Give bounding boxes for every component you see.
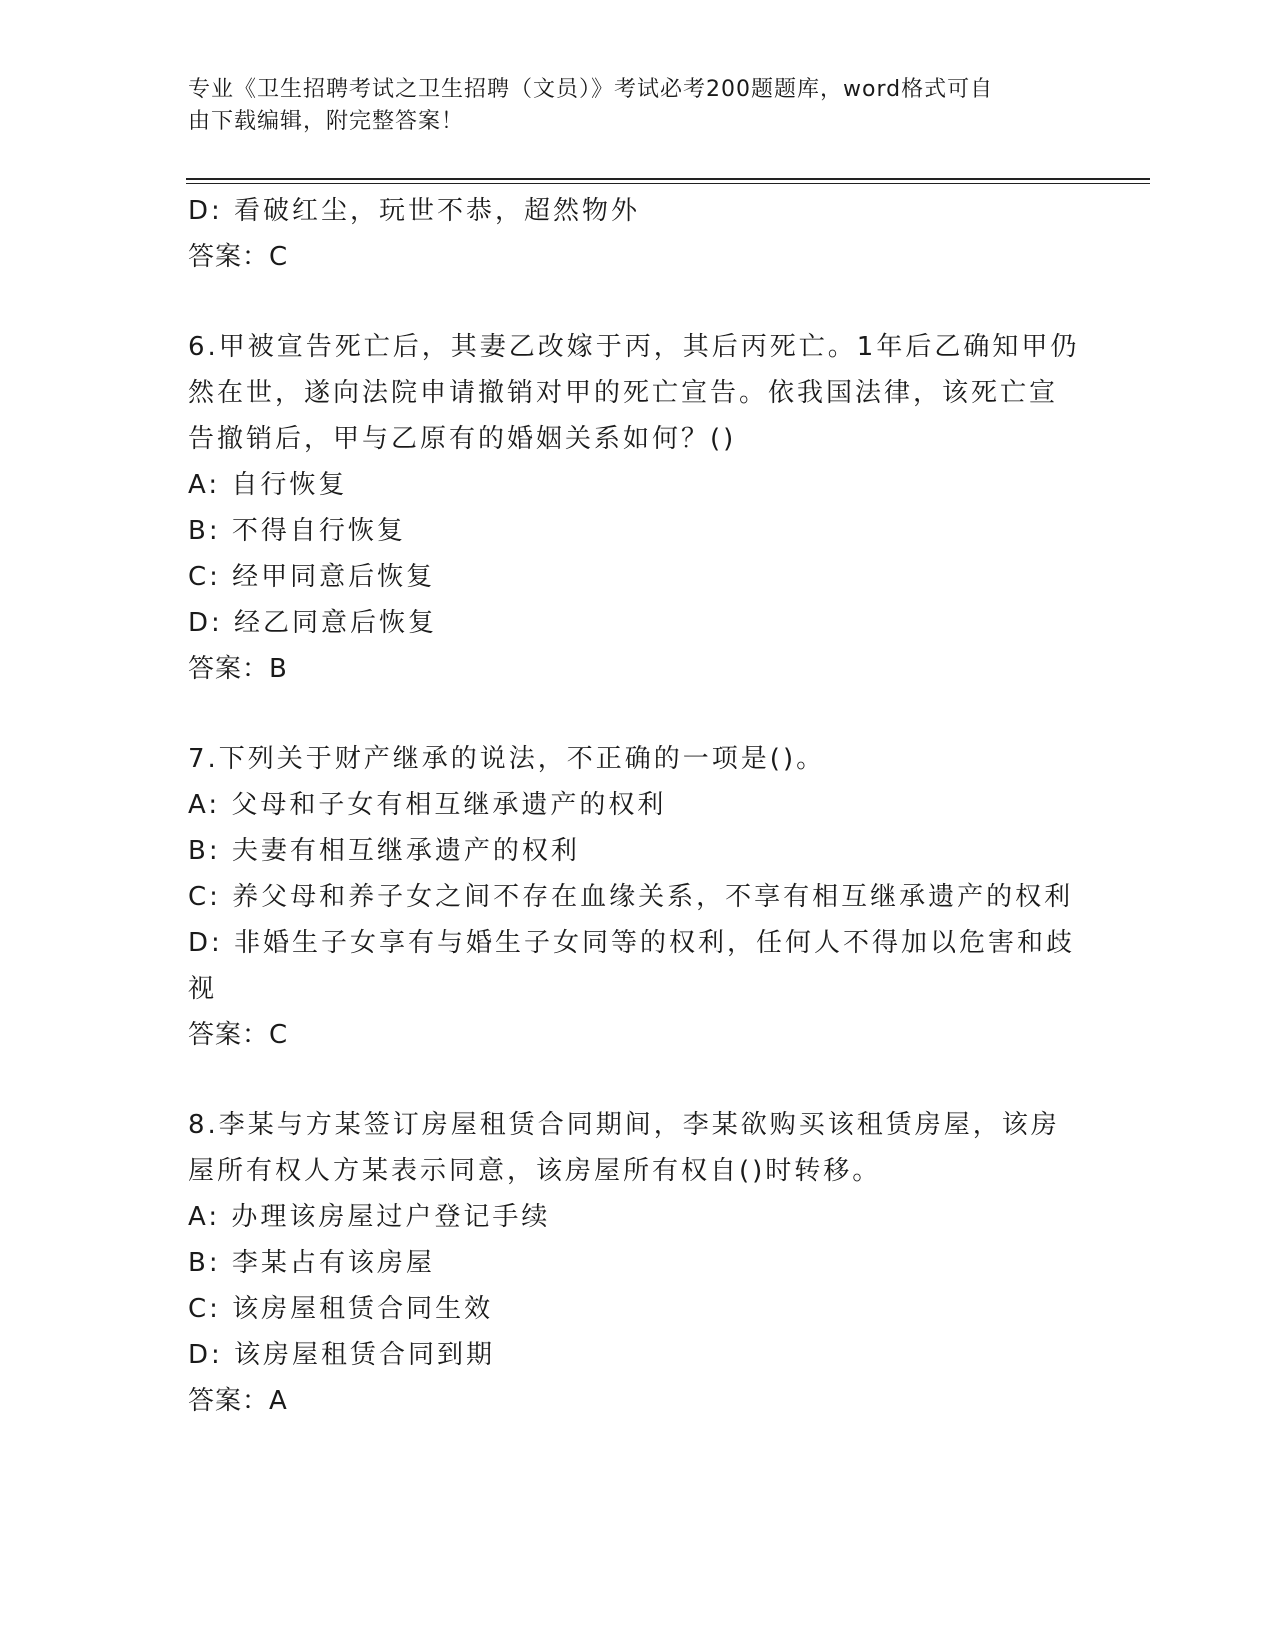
document-header: [188, 74, 1088, 138]
question-7: [188, 736, 1088, 1058]
question-text-line: 告撤销后，甲与乙原有的婚姻关系如何？(): [188, 424, 737, 454]
question-list: [188, 188, 1088, 1424]
option-d-continued: 视: [188, 974, 218, 1004]
question-text-line: 然在世，遂向法院申请撤销对甲的死亡宣告。依我国法律，该死亡宣: [188, 378, 1059, 408]
option-c: C: 该房屋租赁合同生效: [188, 1294, 494, 1324]
question-8: [188, 1102, 1088, 1424]
question-text-line: 8.李某与方某签订房屋租赁合同期间，李某欲购买该租赁房屋，该房: [188, 1110, 1060, 1140]
header-divider-thin: [186, 183, 1150, 184]
answer: 答案：A: [188, 1386, 288, 1416]
previous-question-tail: [188, 188, 1088, 280]
question-text-line: 屋所有权人方某表示同意，该房屋所有权自()时转移。: [188, 1156, 882, 1186]
option-b: B: 李某占有该房屋: [188, 1248, 435, 1278]
answer: 答案：B: [188, 654, 288, 684]
question-text-line: 6.甲被宣告死亡后，其妻乙改嫁于丙，其后丙死亡。1年后乙确知甲仍: [188, 332, 1080, 362]
option-d: D: 非婚生子女享有与婚生子女同等的权利，任何人不得加以危害和歧: [188, 928, 1076, 958]
question-text-line: 7.下列关于财产继承的说法，不正确的一项是()。: [188, 744, 826, 774]
option-b: B: 不得自行恢复: [188, 516, 406, 546]
question-6: [188, 324, 1088, 692]
answer: 答案：C: [188, 1020, 289, 1050]
option-d: D: 经乙同意后恢复: [188, 608, 438, 638]
spacer: [188, 280, 1088, 324]
option-a: A: 父母和子女有相互继承遗产的权利: [188, 790, 667, 820]
spacer: [188, 1058, 1088, 1102]
option-c: C: 经甲同意后恢复: [188, 562, 436, 592]
answer: 答案：C: [188, 242, 289, 272]
option-a: A: 自行恢复: [188, 470, 348, 500]
header-line-1: 专业《卫生招聘考试之卫生招聘（文员）》考试必考200题题库，word格式可自: [188, 77, 994, 102]
option-c: C: 养父母和养子女之间不存在血缘关系，不享有相互继承遗产的权利: [188, 882, 1074, 912]
option-d: D: 看破红尘，玩世不恭，超然物外: [188, 196, 641, 226]
option-a: A: 办理该房屋过户登记手续: [188, 1202, 551, 1232]
option-b: B: 夫妻有相互继承遗产的权利: [188, 836, 580, 866]
header-line-2: 由下载编辑，附完整答案！: [188, 109, 465, 134]
spacer: [188, 692, 1088, 736]
option-d: D: 该房屋租赁合同到期: [188, 1340, 496, 1370]
header-divider-thick: [186, 178, 1150, 180]
